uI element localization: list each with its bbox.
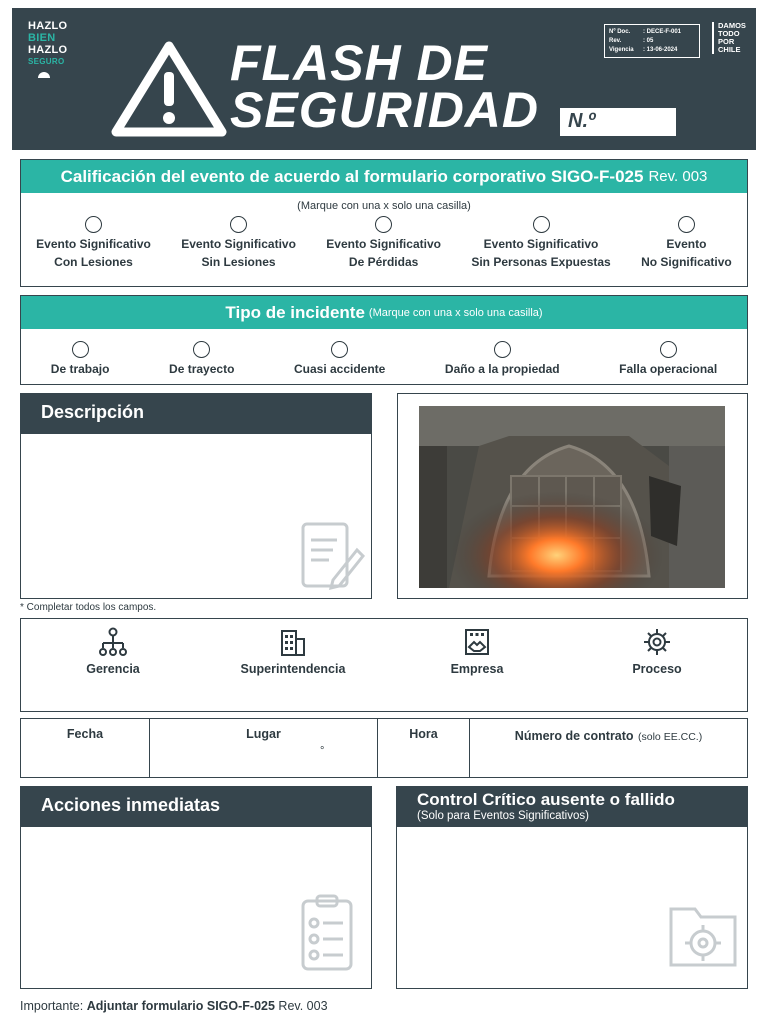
superintendencia-field[interactable] xyxy=(233,627,353,676)
calificacion-option-sin-lesiones[interactable] xyxy=(181,216,296,271)
tipo-option-dano-propiedad[interactable] xyxy=(445,341,560,378)
radio-button[interactable] xyxy=(375,216,392,233)
document-edit-icon xyxy=(299,520,367,592)
option-label: Daño a la propiedad xyxy=(444,362,560,376)
rev-key: Rev. xyxy=(609,38,622,44)
tipo-option-cuasi-accidente[interactable] xyxy=(294,341,385,378)
brand-word-4: SEGURO xyxy=(28,57,65,66)
calificacion-section xyxy=(20,159,748,287)
brand-logo xyxy=(28,20,72,78)
radio-button[interactable] xyxy=(85,216,102,233)
empresa-field[interactable] xyxy=(441,627,513,676)
slogan-word: POR xyxy=(718,37,735,46)
fecha-cell[interactable] xyxy=(21,719,150,777)
required-fields-note: * Completar todos los campos. xyxy=(20,602,157,613)
option-label: Evento Significativo xyxy=(36,237,151,251)
radio-button[interactable] xyxy=(331,341,348,358)
option-sublabel: Con Lesiones xyxy=(54,255,133,269)
calificacion-rev: Rev. 003 xyxy=(648,168,708,185)
gear-icon xyxy=(642,627,672,657)
option-label: Cuasi accidente xyxy=(293,362,386,376)
calificacion-title: Calificación del evento de acuerdo al formulario corporativo SIGO-F-025 xyxy=(60,166,644,186)
footer-emphasis: Adjuntar formulario SIGO-F-025 xyxy=(86,999,275,1013)
option-label: De trayecto xyxy=(169,362,235,376)
descripcion-title: Descripción xyxy=(21,394,371,434)
empresa-label: Empresa xyxy=(450,662,504,676)
footer-rev: Rev. 003 xyxy=(278,999,328,1013)
tipo-title: Tipo de incidente xyxy=(225,302,365,322)
radio-button[interactable] xyxy=(193,341,210,358)
radio-button[interactable] xyxy=(678,216,695,233)
title-line-1: FLASH DE xyxy=(230,35,488,91)
contrato-label: Número de contrato xyxy=(514,729,634,743)
control-title: Control Crítico ausente o fallido xyxy=(417,790,675,809)
org-chart-icon xyxy=(99,627,127,657)
tipo-options xyxy=(21,341,747,378)
option-label: Evento Significativo xyxy=(326,237,441,251)
doc-value: : DECE-F-001 xyxy=(643,29,682,35)
control-critico-section[interactable] xyxy=(396,786,748,989)
calificacion-hint: (Marque con una x solo una casilla) xyxy=(297,200,471,212)
contrato-note: (solo EE.CC.) xyxy=(638,731,703,743)
hora-cell[interactable] xyxy=(378,719,470,777)
lugar-label: Lugar xyxy=(246,727,281,741)
flash-number-label: N.º xyxy=(568,110,596,132)
option-label: Evento Significativo xyxy=(483,237,599,251)
header-banner xyxy=(12,8,756,150)
radio-button[interactable] xyxy=(230,216,247,233)
radio-button[interactable] xyxy=(494,341,511,358)
radio-button[interactable] xyxy=(72,341,89,358)
proceso-field[interactable] xyxy=(621,627,693,676)
slogan-word: TODO xyxy=(718,29,740,38)
calificacion-option-no-significativo[interactable] xyxy=(641,216,732,271)
fecha-label: Fecha xyxy=(66,727,104,741)
acciones-section[interactable] xyxy=(20,786,372,989)
rev-value: : 05 xyxy=(643,38,654,44)
lugar-cell[interactable] xyxy=(150,719,378,777)
radio-button[interactable] xyxy=(533,216,550,233)
calificacion-option-sin-personas[interactable] xyxy=(471,216,610,271)
slogan-word: CHILE xyxy=(718,45,741,54)
gerencia-field[interactable] xyxy=(85,627,141,676)
option-sublabel: Sin Personas Expuestas xyxy=(471,255,611,269)
codelco-mark-icon xyxy=(38,72,50,78)
page-title xyxy=(230,35,540,138)
brand-word-2: BIEN xyxy=(28,32,56,44)
footer-note xyxy=(20,999,328,1013)
option-label: Evento xyxy=(666,237,707,251)
option-sublabel: No Significativo xyxy=(641,255,732,269)
control-subtitle: (Solo para Eventos Significativos) xyxy=(417,810,589,822)
flash-number-field[interactable] xyxy=(560,108,676,136)
calificacion-option-con-lesiones[interactable] xyxy=(36,216,151,271)
option-label: Evento Significativo xyxy=(181,237,296,251)
calificacion-options xyxy=(21,216,747,271)
tipo-option-de-trayecto[interactable] xyxy=(169,341,234,378)
option-label: De trabajo xyxy=(50,362,110,376)
calificacion-header xyxy=(21,160,747,193)
clipboard-checklist-icon xyxy=(299,893,355,973)
building-icon xyxy=(279,627,307,657)
event-info-grid xyxy=(20,718,748,778)
document-info-box xyxy=(604,24,700,58)
warning-triangle-icon xyxy=(110,38,228,138)
event-photo xyxy=(419,406,725,588)
tipo-option-de-trabajo[interactable] xyxy=(51,341,110,378)
slogan-word: DAMOS xyxy=(718,21,746,30)
vigencia-key: Vigencia xyxy=(609,47,634,53)
footer-prefix: Importante: xyxy=(20,999,84,1013)
handshake-building-icon xyxy=(463,627,491,657)
tipo-incidente-section xyxy=(20,295,748,385)
lugar-value: ° xyxy=(320,745,325,757)
option-sublabel: Sin Lesiones xyxy=(201,255,276,269)
control-header xyxy=(397,787,747,827)
calificacion-option-de-perdidas[interactable] xyxy=(326,216,441,271)
brand-word-3: HAZLO xyxy=(28,44,68,56)
title-line-2: SEGURIDAD xyxy=(230,82,540,138)
folder-gear-icon xyxy=(667,895,739,973)
vigencia-value: : 13-06-2024 xyxy=(643,47,678,53)
proceso-label: Proceso xyxy=(632,662,682,676)
acciones-title: Acciones inmediatas xyxy=(21,787,371,827)
tipo-hint: (Marque con una x solo una casilla) xyxy=(368,306,543,319)
tipo-header xyxy=(21,296,747,329)
option-sublabel: De Pérdidas xyxy=(348,255,419,269)
gerencia-label: Gerencia xyxy=(86,662,140,676)
brand-word-1: HAZLO xyxy=(28,20,68,32)
slogan xyxy=(712,22,746,54)
option-label: Falla operacional xyxy=(619,362,718,376)
doc-key: Nº Doc. xyxy=(609,29,631,35)
tipo-option-falla-operacional[interactable] xyxy=(619,341,717,378)
contrato-cell[interactable] xyxy=(470,719,747,777)
descripcion-section[interactable] xyxy=(20,393,372,599)
organization-section xyxy=(20,618,748,712)
hora-label: Hora xyxy=(409,727,438,741)
radio-button[interactable] xyxy=(660,341,677,358)
superintendencia-label: Superintendencia xyxy=(240,662,346,676)
